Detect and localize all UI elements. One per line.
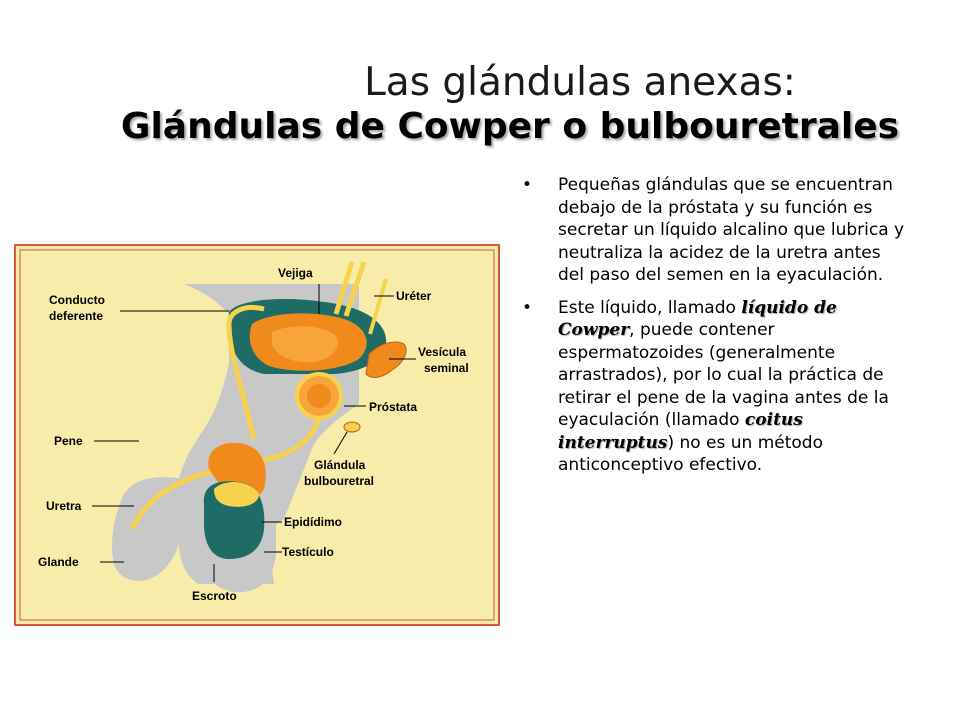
- label-vejiga: Vejiga: [278, 266, 313, 280]
- label-epididimo: Epidídimo: [284, 515, 342, 529]
- prostate-inner: [307, 384, 331, 408]
- label-pene: Pene: [54, 434, 83, 448]
- label-prostata: Próstata: [369, 400, 418, 414]
- label-glande: Glande: [38, 555, 79, 569]
- bullet-1-text: Pequeñas glándulas que se encuentran debajo de la próstata y su función es secretar un líquido alcalino que lubrica y neutraliza la acidez de la uretra antes del paso del semen en la eyaculación.: [558, 175, 905, 285]
- label-vesicula-2: seminal: [424, 361, 469, 375]
- bullet-list: [520, 174, 910, 487]
- label-glandula-1: Glándula: [314, 458, 366, 472]
- bullet-2-part-1: Este líquido, llamado: [558, 297, 742, 318]
- bullet-dot: •: [522, 297, 533, 318]
- label-uretra: Uretra: [46, 499, 82, 513]
- term-liquido-de-cowper: líquido de Cowper: [558, 297, 837, 340]
- anatomy-diagram: [14, 244, 500, 626]
- label-escroto: Escroto: [192, 589, 237, 603]
- bulbourethral-gland: [344, 422, 360, 432]
- label-conducto-1: Conducto: [49, 293, 105, 307]
- bullet-2-part-3: ) no es un método anticonceptivo efectivo.: [558, 432, 824, 475]
- slide-title: [120, 60, 940, 148]
- title-line-2: Glándulas de Cowper o bulbouretrales: [120, 106, 900, 148]
- bullet-item-1: [520, 174, 910, 287]
- label-glandula-2: bulbouretral: [304, 474, 375, 488]
- label-testiculo: Testículo: [282, 545, 334, 559]
- bullet-item-2: [520, 297, 910, 477]
- label-ureter: Uréter: [396, 289, 432, 303]
- label-vesicula-1: Vesícula: [418, 345, 467, 359]
- bullet-dot: •: [522, 175, 533, 195]
- title-line-1: Las glándulas anexas:: [364, 60, 796, 106]
- bullet-2-part-2: , puede contener espermatozoides (generalmente arrastrados), por lo cual la práctica de retirar el pene de la vagina antes de la eyaculación (llamado: [558, 320, 889, 430]
- term-coitus-interruptus: coitus interruptus: [558, 410, 803, 453]
- label-conducto-2: deferente: [49, 309, 104, 323]
